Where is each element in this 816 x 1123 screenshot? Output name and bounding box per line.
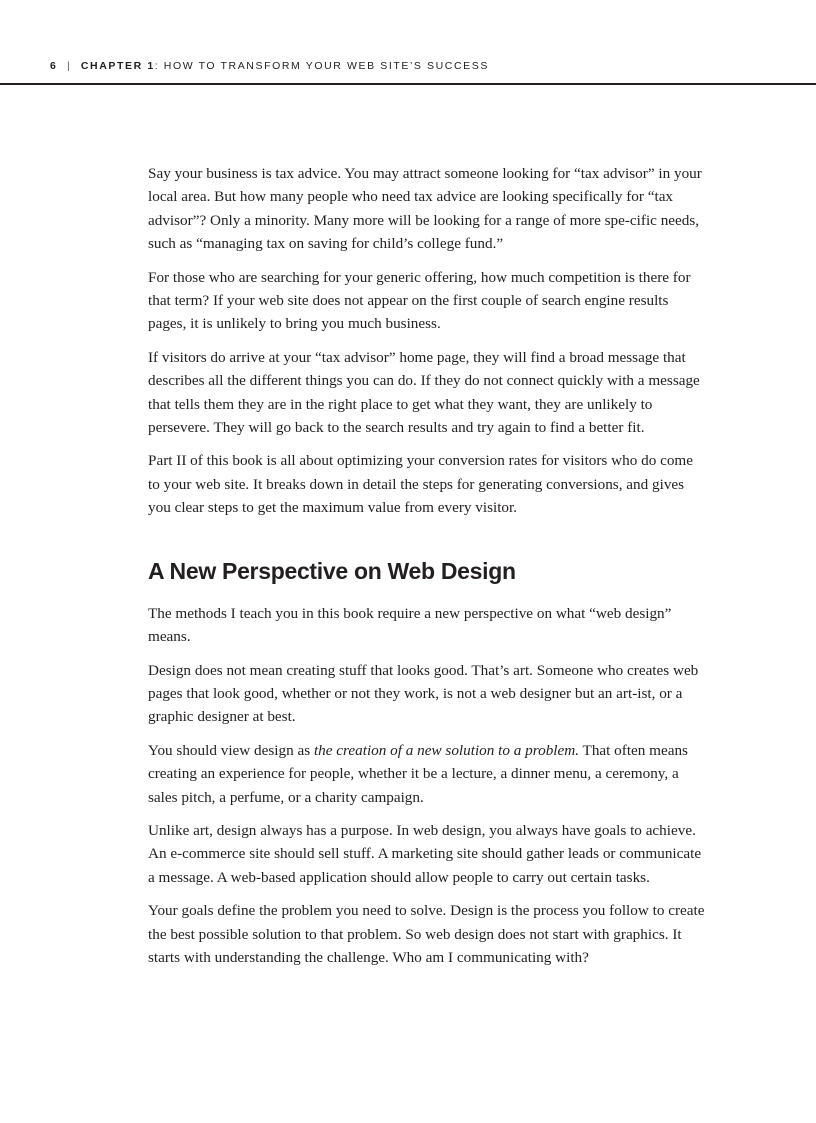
paragraph: Part II of this book is all about optimizing your conversion rates for visitors who do come to your web site. It breaks down in detail the steps for generating conversions, and gives you clear steps to get the maximum value from every visitor.	[148, 452, 693, 517]
paragraph: If visitors do arrive at your “tax advisor” home page, they will find a broad message that describes all the different things you can do. If they do not connect quickly with a message that tells them they are in the right place to get what they want, they are unlikely to persevere. They will go back to the search results and try again to find a better fit.	[148, 348, 700, 437]
header-separator: |	[66, 60, 72, 72]
page-body	[148, 162, 708, 979]
paragraph: Your goals define the problem you need to solve. Design is the process you follow to create the best possible solution to that problem. So web design does not start with graphics. It starts with understanding the challenge. Who am I communicating with?	[148, 902, 705, 966]
page-number: 6	[50, 60, 58, 72]
paragraph: Design does not mean creating stuff that looks good. That’s art. Someone who creates web pages that look good, whether or not they work, is not a web designer but an art-ist, or a graphic designer at best.	[148, 661, 699, 726]
text-run: You should view design as	[148, 741, 314, 759]
chapter-label: CHAPTER 1	[80, 60, 155, 72]
section-heading: A New Perspective on Web Design	[148, 557, 516, 584]
header-rule	[0, 83, 816, 85]
paragraph: For those who are searching for your generic offering, how much competition is there for that term? If your web site does not appear on the first couple of search engine results pages, it is unlikely to bring you much business.	[148, 268, 691, 333]
paragraph	[148, 739, 708, 809]
running-header	[50, 60, 489, 72]
paragraph: Say your business is tax advice. You may attract someone looking for “tax advisor” in your local area. But how many people who need tax advice are looking specifically for “tax advisor”? Only a minority. Many more will be looking for a range of more spe-cific needs, such as “managing tax on saving for child’s college fund.”	[148, 165, 702, 253]
paragraph: The methods I teach you in this book require a new perspective on what “web design” means.	[148, 604, 672, 646]
chapter-title: : HOW TO TRANSFORM YOUR WEB SITE’S SUCCESS	[154, 60, 489, 72]
paragraph: Unlike art, design always has a purpose. In web design, you always have goals to achieve. An e-commerce site should sell stuff. A marketing site should gather leads or communicate a message. A web-based application should allow people to carry out certain tasks.	[148, 821, 702, 886]
emphasized-text: the creation of a new solution to a problem.	[313, 741, 580, 759]
text-run: That often means creating an experience for people, whether it be a lecture, a dinner menu, a ceremony, a sales pitch, a perfume, or a charity campaign.	[148, 741, 688, 806]
